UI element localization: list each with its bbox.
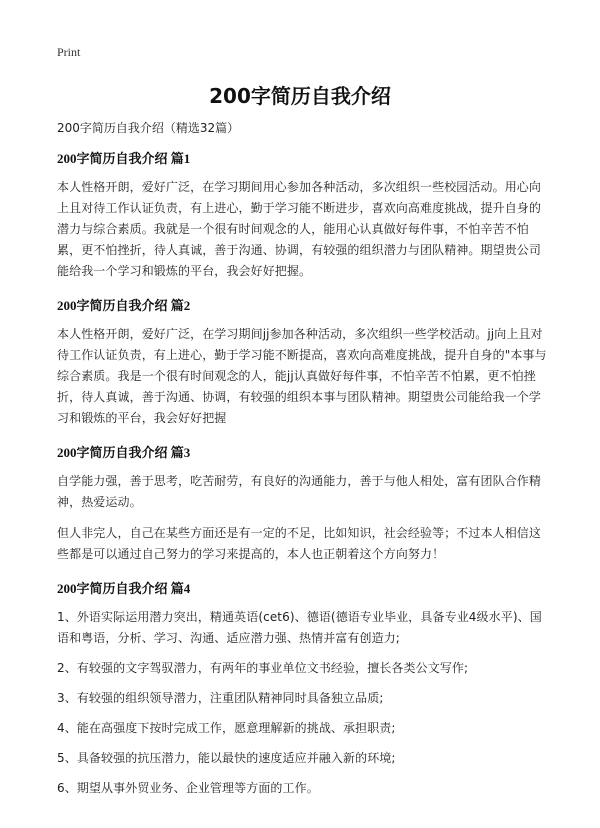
list-item: 1、外语实际运用潜力突出，精通英语(cet6)、德语(德语专业毕业，具备专业4级水平)、国语和粤语，分析、学习、沟通、适应潜力强、热情并富有创造力;	[57, 610, 542, 645]
section-1	[57, 149, 549, 282]
section-heading: 200字简历自我介绍 篇1	[57, 151, 191, 166]
list-item: 5、具备较强的抗压潜力，能以最快的速度适应并融入新的环境;	[57, 751, 396, 765]
section-paragraph: 自学能力强，善于思考，吃苦耐劳，有良好的沟通能力，善于与他人相处，富有团队合作精神，热爱运动。	[57, 474, 542, 509]
section-paragraph: 本人性格开朗，爱好广泛，在学习期间jj参加各种活动，多次组织一些学校活动。jj向上且对待工作认证负责，有上进心，勤于学习能不断提高，喜欢向高难度挑战，提升自身的"本事与综合素质。我是一个很有时间观念的人，能jj认真做好每件事，不怕辛苦不怕累，更不怕挫折，待人真诚，善于沟通、协调，有较强的组织本事与团队精神。期望贵公司能给我一个学习和锻炼的平台，我会好好把握	[57, 327, 547, 425]
section-paragraph: 但人非完人，自己在某些方面还是有一定的不足，比如知识，社会经验等；不过本人相信这些都是可以通过自己努力的学习来提高的，本人也正朝着这个方向努力！	[57, 526, 542, 561]
document-title: 200字简历自我介绍	[209, 84, 391, 108]
section-2	[57, 296, 549, 429]
print-label: Print	[57, 45, 81, 59]
list-item: 4、能在高强度下按时完成工作，愿意理解新的挑战、承担职责;	[57, 721, 396, 735]
section-heading: 200字简历自我介绍 篇3	[57, 445, 191, 460]
section-3	[57, 443, 549, 565]
document-subtitle: 200字简历自我介绍（精选32篇）	[57, 121, 240, 135]
list-item: 2、有较强的文字驾驭潜力，有两年的事业单位文书经验，擅长各类公文写作;	[57, 661, 469, 675]
list-item: 6、期望从事外贸业务、企业管理等方面的工作。	[57, 781, 319, 795]
section-4	[57, 579, 549, 799]
section-heading: 200字简历自我介绍 篇2	[57, 298, 191, 313]
document-body	[57, 118, 549, 808]
section-heading: 200字简历自我介绍 篇4	[57, 581, 191, 596]
list-item: 3、有较强的组织领导潜力，注重团队精神同时具备独立品质;	[57, 691, 384, 705]
section-paragraph: 本人性格开朗，爱好广泛，在学习期间用心参加各种活动，多次组织一些校园活动。用心向上且对待工作认证负责，有上进心，勤于学习能不断进步，喜欢向高难度挑战，提升自身的潜力与综合素质。我就是一个很有时间观念的人，能用心认真做好每件事，不怕辛苦不怕累，更不怕挫折，待人真诚，善于沟通、协调，有较强的组织潜力与团队精神。期望贵公司能给我一个学习和锻炼的平台，我会好好把握。	[57, 180, 542, 278]
